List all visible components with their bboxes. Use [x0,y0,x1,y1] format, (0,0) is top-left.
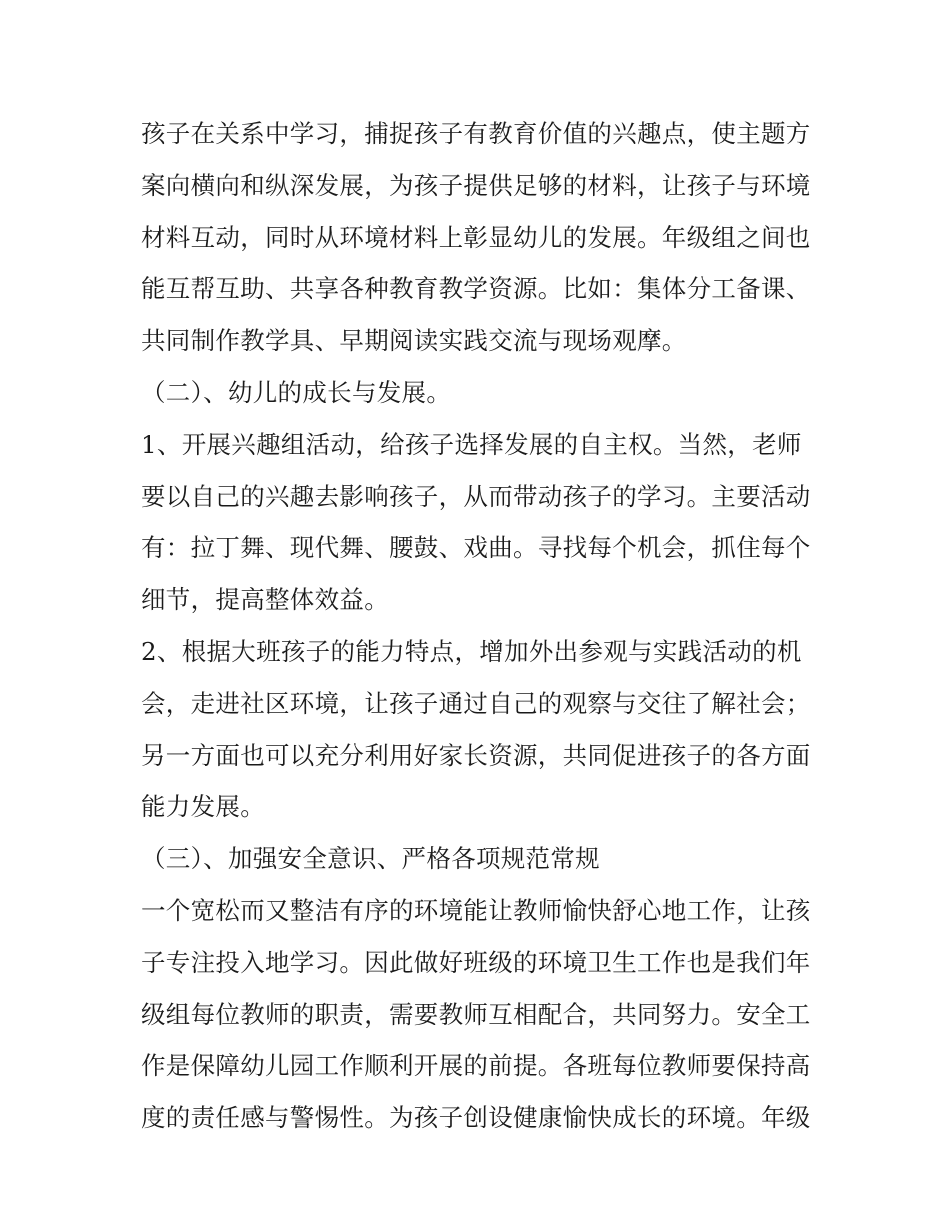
text-line: 有：拉丁舞、现代舞、腰鼓、戏曲。寻找每个机会，抓住每个 [141,533,811,563]
text-line: 作是保障幼儿园工作顺利开展的前提。各班每位教师要保持高 [141,1051,811,1081]
text-line: 一个宽松而又整洁有序的环境能让教师愉快舒心地工作，让孩 [141,895,811,925]
text-line: 子专注投入地学习。因此做好班级的环境卫生工作也是我们年 [141,947,811,977]
text-line: 材料互动，同时从环境材料上彰显幼儿的发展。年级组之间也 [141,222,811,252]
text-line: 级组每位教师的职责，需要教师互相配合，共同努力。安全工 [141,999,811,1029]
text-line: 能力发展。 [141,792,265,822]
document-body [141,108,821,1144]
section-heading-2: （二）、幼儿的成长与发展。 [141,377,452,407]
text-line: 能互帮互助、共享各种教育教学资源。比如：集体分工备课、 [141,274,811,304]
text-line: 细节，提高整体效益。 [141,585,389,615]
text-line: 共同制作教学具、早期阅读实践交流与现场观摩。 [141,326,687,356]
text-line: 1、开展兴趣组活动，给孩子选择发展的自主权。当然，老师 [141,429,802,459]
text-line: 另一方面也可以充分利用好家长资源，共同促进孩子的各方面 [141,740,811,770]
section-heading-3: （三）、加强安全意识、严格各项规范常规 [141,844,600,874]
text-line: 孩子在关系中学习，捕捉孩子有教育价值的兴趣点，使主题方 [141,119,811,148]
text-line: 案向横向和纵深发展，为孩子提供足够的材料，让孩子与环境 [141,170,811,200]
text-line: 会，走进社区环境，让孩子通过自己的观察与交往了解社会； [141,688,811,718]
text-line: 要以自己的兴趣去影响孩子，从而带动孩子的学习。主要活动 [141,481,811,511]
text-line: 2、根据大班孩子的能力特点，增加外出参观与实践活动的机 [141,636,802,666]
text-line: 度的责任感与警惕性。为孩子创设健康愉快成长的环境。年级 [141,1103,811,1133]
